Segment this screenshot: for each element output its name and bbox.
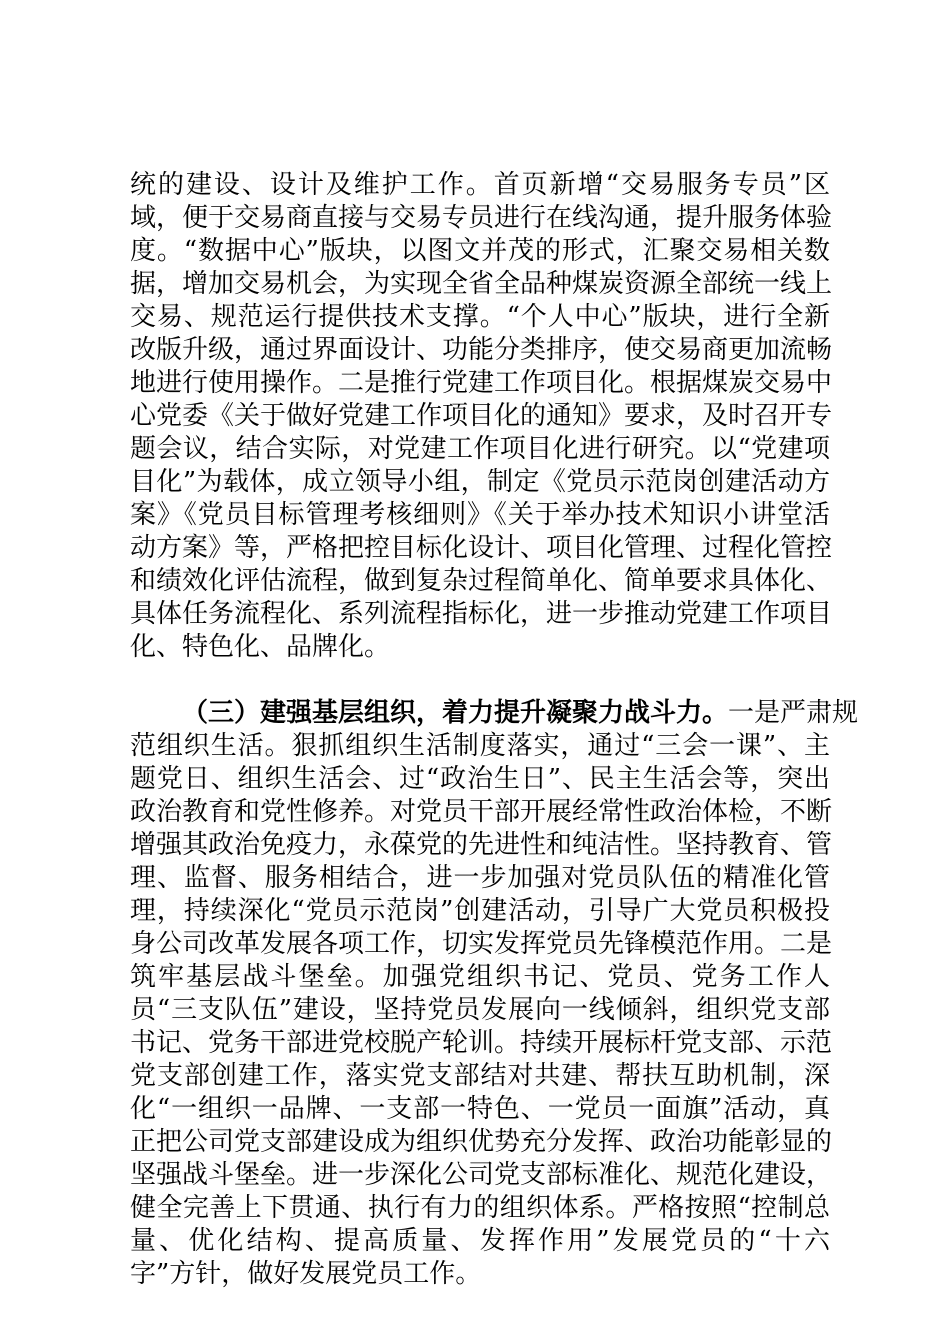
section-heading: （三）建强基层组织，着力提升凝聚力战斗力。 bbox=[182, 698, 729, 728]
paragraph-2-first-line bbox=[182, 696, 859, 730]
paragraph-1-line: 具体任务流程化、系列流程指标化，进一步推动党建工作项目 bbox=[130, 599, 833, 629]
paragraph-2-line: 正把公司党支部建设成为组织优势充分发挥、政治功能彰显的 bbox=[130, 1127, 833, 1157]
paragraph-1-line: 交易、规范运行提供技术支撑。“个人中心”版块，进行全新 bbox=[130, 302, 830, 332]
paragraph-1-line: 化、特色化、品牌化。 bbox=[130, 632, 391, 662]
paragraph-1-line: 目化”为载体，成立领导小组，制定《党员示范岗创建活动方 bbox=[130, 467, 830, 497]
paragraph-1-line: 题会议，结合实际，对党建工作项目化进行研究。以“党建项 bbox=[130, 434, 830, 464]
paragraph-2-line: 党支部创建工作，落实党支部结对共建、帮扶互助机制，深 bbox=[130, 1061, 830, 1091]
paragraph-2-first-line-text: 一是严肃规 bbox=[728, 698, 859, 728]
paragraph-2-line: 坚强战斗堡垒。进一步深化公司党支部标准化、规范化建设， bbox=[130, 1160, 833, 1190]
paragraph-2-line: 理，持续深化“党员示范岗”创建活动，引导广大党员积极投 bbox=[130, 896, 830, 926]
paragraph-1-line: 案》《党员目标管理考核细则》《关于举办技术知识小讲堂活 bbox=[130, 500, 830, 530]
paragraph-2-line: 范组织生活。狠抓组织生活制度落实，通过“三会一课”、主 bbox=[130, 731, 830, 761]
paragraph-1-line: 和绩效化评估流程，做到复杂过程简单化、简单要求具体化、 bbox=[130, 566, 833, 596]
paragraph-1-line: 域，便于交易商直接与交易专员进行在线沟通，提升服务体验 bbox=[130, 203, 833, 233]
paragraph-2-line: 身公司改革发展各项工作，切实发挥党员先锋模范作用。二是 bbox=[130, 929, 833, 959]
paragraph-2-line: 员“三支队伍”建设，坚持党员发展向一线倾斜，组织党支部 bbox=[130, 995, 830, 1025]
paragraph-2-line: 量、优化结构、提高质量、发挥作用”发展党员的“十六 bbox=[130, 1226, 830, 1256]
paragraph-2-line: 增强其政治免疫力，永葆党的先进性和纯洁性。坚持教育、管 bbox=[130, 830, 833, 860]
paragraph-1-line: 地进行使用操作。二是推行党建工作项目化。根据煤炭交易中 bbox=[130, 368, 833, 398]
paragraph-2-line: 化“一组织一品牌、一支部一特色、一党员一面旗”活动，真 bbox=[130, 1094, 830, 1124]
paragraph-1-line: 动方案》等，严格把控目标化设计、项目化管理、过程化管控 bbox=[130, 533, 833, 563]
paragraph-1-line: 改版升级，通过界面设计、功能分类排序，使交易商更加流畅 bbox=[130, 335, 833, 365]
paragraph-2-line: 书记、党务干部进党校脱产轮训。持续开展标杆党支部、示范 bbox=[130, 1028, 833, 1058]
paragraph-1-line: 心党委《关于做好党建工作项目化的通知》要求，及时召开专 bbox=[130, 401, 833, 431]
paragraph-2-line: 健全完善上下贯通、执行有力的组织体系。严格按照“控制总 bbox=[130, 1193, 830, 1223]
paragraph-2-line: 政治教育和党性修养。对党员干部开展经常性政治体检，不断 bbox=[130, 797, 833, 827]
paragraph-2-line: 筑牢基层战斗堡垒。加强党组织书记、党员、党务工作人 bbox=[130, 962, 830, 992]
paragraph-1-line: 度。“数据中心”版块，以图文并茂的形式，汇聚交易相关数 bbox=[130, 236, 830, 266]
paragraph-1-line: 统的建设、设计及维护工作。首页新增“交易服务专员”区 bbox=[130, 170, 830, 200]
paragraph-2-line: 理、监督、服务相结合，进一步加强对党员队伍的精准化管 bbox=[130, 863, 830, 893]
paragraph-2-line: 题党日、组织生活会、过“政治生日”、民主生活会等，突出 bbox=[130, 764, 830, 794]
paragraph-1-line: 据，增加交易机会，为实现全省全品种煤炭资源全部统一线上 bbox=[130, 269, 833, 299]
paragraph-2-line: 字”方针，做好发展党员工作。 bbox=[130, 1259, 482, 1289]
